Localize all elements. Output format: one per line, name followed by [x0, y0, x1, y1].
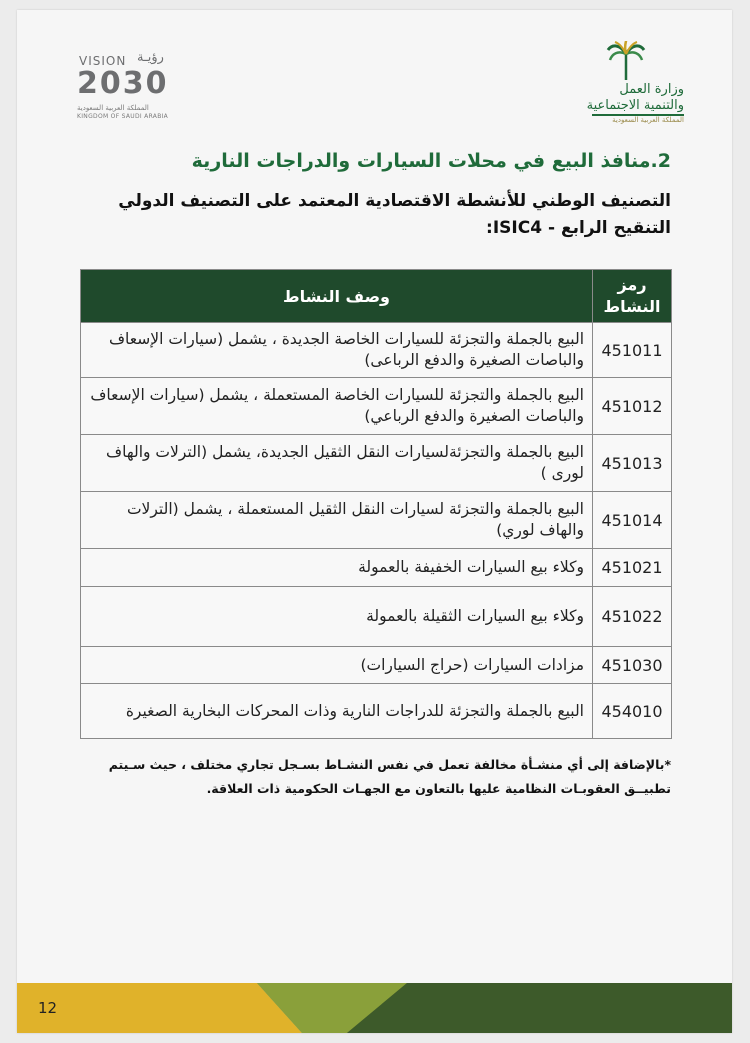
activity-code: 451011	[593, 323, 672, 378]
activity-code: 451012	[593, 378, 672, 435]
table-row	[81, 587, 672, 647]
document-page	[17, 10, 732, 1033]
activity-code: 451022	[593, 587, 672, 647]
vision-arabic-word: رؤيـة	[137, 50, 164, 65]
table-row	[81, 435, 672, 492]
header-divider	[592, 114, 684, 116]
activity-description: البيع بالجملة والتجزئةلسيارات النقل الثقيل الجديدة، يشمل (الترلات والهاف لورى )	[81, 435, 593, 492]
activity-description: البيع بالجملة والتجزئة للسيارات الخاصة المستعملة ، يشمل (سيارات الإسعاف والباصات الصغيرة والدفع الرباعي)	[81, 378, 593, 435]
ministry-name-line2: والتنمية الاجتماعية	[586, 98, 684, 113]
footer-band	[17, 983, 732, 1033]
activity-description: مزادات السيارات (حراج السيارات)	[81, 647, 593, 684]
vision-word: VISION	[79, 54, 127, 68]
activity-code: 454010	[593, 684, 672, 739]
ministry-name-line1: وزارة العمل	[619, 82, 684, 97]
activity-description: وكلاء بيع السيارات الثقيلة بالعمولة	[81, 587, 593, 647]
vision-2030-logo	[75, 50, 185, 128]
activity-table	[80, 269, 672, 739]
activity-code: 451014	[593, 492, 672, 549]
vision-year: 2030	[77, 66, 169, 101]
table-row	[81, 549, 672, 587]
table-row	[81, 684, 672, 739]
table-row	[81, 647, 672, 684]
activity-description: البيع بالجملة والتجزئة للدراجات النارية وذات المحركات البخارية الصغيرة	[81, 684, 593, 739]
activity-code: 451030	[593, 647, 672, 684]
vision-subtitle-english: KINGDOM OF SAUDI ARABIA	[77, 113, 169, 120]
activity-description: البيع بالجملة والتجزئة لسيارات النقل الثقيل المستعملة ، يشمل (الترلات والهاف لوري)	[81, 492, 593, 549]
activity-description: البيع بالجملة والتجزئة للسيارات الخاصة الجديدة ، يشمل (سيارات الإسعاف والباصات الصغيرة والدفع الرباعى)	[81, 323, 593, 378]
palm-tree-icon	[606, 40, 646, 82]
table-header-row	[81, 270, 672, 323]
footnote: *بالإضافة إلى أي منشـأة مخالفة تعمل في نفس النشـاط بسـجل تجاري مختلف ، حيث سـيتم تطبيــق العقوبـات النظامية عليها بالتعاون مع الجهـات الحكومية ذات العلاقة.	[108, 757, 671, 796]
table-row	[81, 323, 672, 378]
header-activity-description: وصف النشاط	[81, 270, 593, 323]
table-row	[81, 378, 672, 435]
activity-code: 451013	[593, 435, 672, 492]
subtitle-line-1: التصنيف الوطني للأنشطة الاقتصادية المعتمد على التصنيف الدولي	[118, 191, 671, 211]
vision-subtitle-arabic: المملكة العربية السعودية	[77, 104, 149, 112]
activity-code: 451021	[593, 549, 672, 587]
section-subtitle	[71, 188, 671, 242]
section-title: 2.منافذ البيع في محلات السيارات والدراجات النارية	[191, 150, 671, 172]
activity-description: وكلاء بيع السيارات الخفيفة بالعمولة	[81, 549, 593, 587]
subtitle-line-2: التنقيح الرابع - ISIC4:	[486, 218, 671, 238]
footer-decoration	[17, 983, 732, 1033]
header-activity-code: رمز النشاط	[593, 270, 672, 323]
table-row	[81, 492, 672, 549]
ministry-country: المملكة العربية السعودية	[612, 116, 684, 124]
page-number: 12	[38, 999, 58, 1017]
